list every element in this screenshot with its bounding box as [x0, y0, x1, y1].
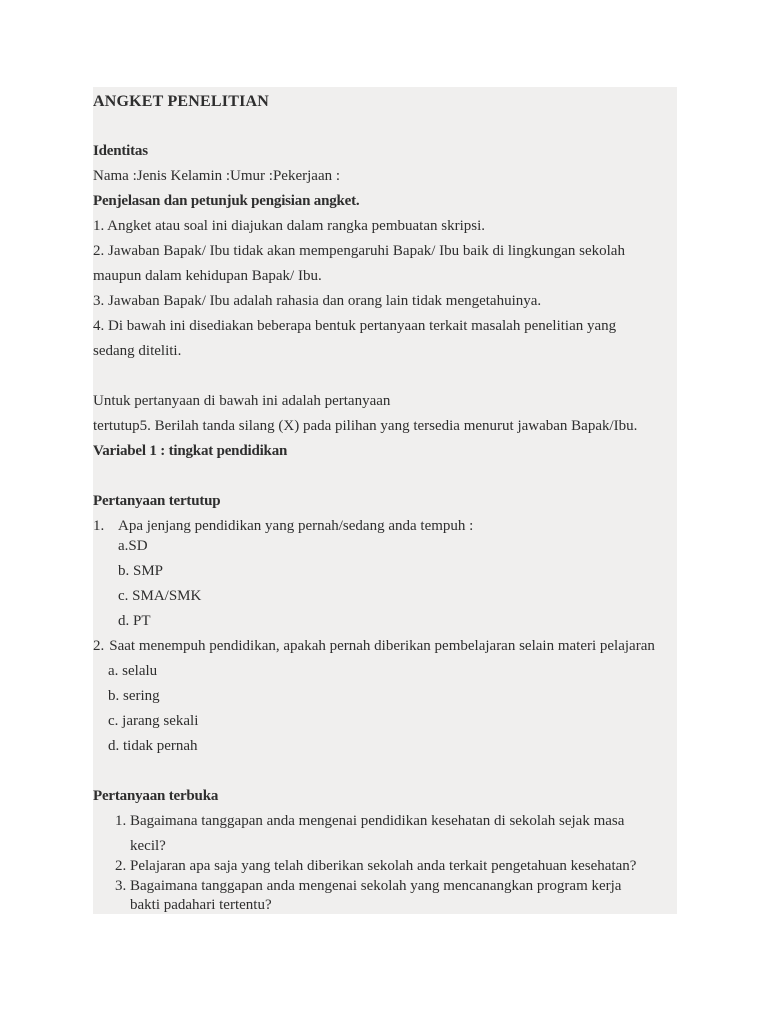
variable-heading: Variabel 1 : tingkat pendidikan [93, 443, 288, 459]
question-option: a. selalu [108, 663, 158, 679]
open-question-line: Bagaimana tanggapan anda mengenai sekolah yang mencanangkan program kerja [130, 878, 622, 894]
closed-question-2 [93, 634, 677, 659]
open-question-1-continuation: kecil? [130, 838, 166, 854]
note-line: Untuk pertanyaan di bawah ini adalah pertanyaan [93, 393, 391, 409]
instruction-line: 2. Jawaban Bapak/ Ibu tidak akan mempengaruhi Bapak/ Ibu baik di lingkungan sekolah [93, 243, 625, 259]
note-line: tertutup5. Berilah tanda silang (X) pada pilihan yang tersedia menurut jawaban Bapak/Ibu. [93, 418, 638, 434]
question-number: 1. [93, 518, 105, 534]
instruction-line: 1. Angket atau soal ini diajukan dalam rangka pembuatan skripsi. [93, 218, 485, 234]
question-option: b. SMP [118, 563, 164, 579]
question-text: Apa jenjang pendidikan yang pernah/sedang anda tempuh : [118, 518, 474, 534]
open-question-line: Bagaimana tanggapan anda mengenai pendidikan kesehatan di sekolah sejak masa [130, 813, 625, 829]
question-number: 2. [93, 638, 105, 654]
question-option: a.SD [118, 538, 148, 554]
open-question-line: Pelajaran apa saja yang telah diberikan sekolah anda terkait pengetahuan kesehatan? [130, 858, 637, 874]
question-option: d. PT [118, 613, 151, 629]
question-text: Saat menempuh pendidikan, apakah pernah diberikan pembelajaran selain materi pelajaran [109, 638, 655, 654]
open-question-number: 2. [115, 858, 127, 874]
instructions-heading: Penjelasan dan petunjuk pengisian angket. [93, 193, 360, 209]
open-question-number: 1. [115, 813, 127, 829]
closed-questions-heading: Pertanyaan tertutup [93, 493, 221, 509]
instruction-line: 3. Jawaban Bapak/ Ibu adalah rahasia dan orang lain tidak mengetahuinya. [93, 293, 542, 309]
open-question-number: 3. [115, 878, 127, 894]
document-title: ANGKET PENELITIAN [93, 93, 270, 110]
open-question-1 [93, 809, 677, 834]
instruction-line-continuation: sedang diteliti. [93, 343, 182, 359]
closed-question-1 [93, 514, 677, 539]
question-option: c. jarang sekali [108, 713, 199, 729]
question-option: d. tidak pernah [108, 738, 198, 754]
question-option: b. sering [108, 688, 160, 704]
identity-heading: Identitas [93, 143, 148, 159]
question-option: c. SMA/SMK [118, 588, 202, 604]
instruction-line: 4. Di bawah ini disediakan beberapa bentuk pertanyaan terkait masalah penelitian yang [93, 318, 617, 334]
document-content [93, 87, 677, 914]
open-question-3-continuation: bakti padahari tertentu? [130, 897, 272, 913]
open-questions-heading: Pertanyaan terbuka [93, 788, 219, 804]
identity-fields-line: Nama :Jenis Kelamin :Umur :Pekerjaan : [93, 168, 341, 184]
instruction-line-continuation: maupun dalam kehidupan Bapak/ Ibu. [93, 268, 322, 284]
